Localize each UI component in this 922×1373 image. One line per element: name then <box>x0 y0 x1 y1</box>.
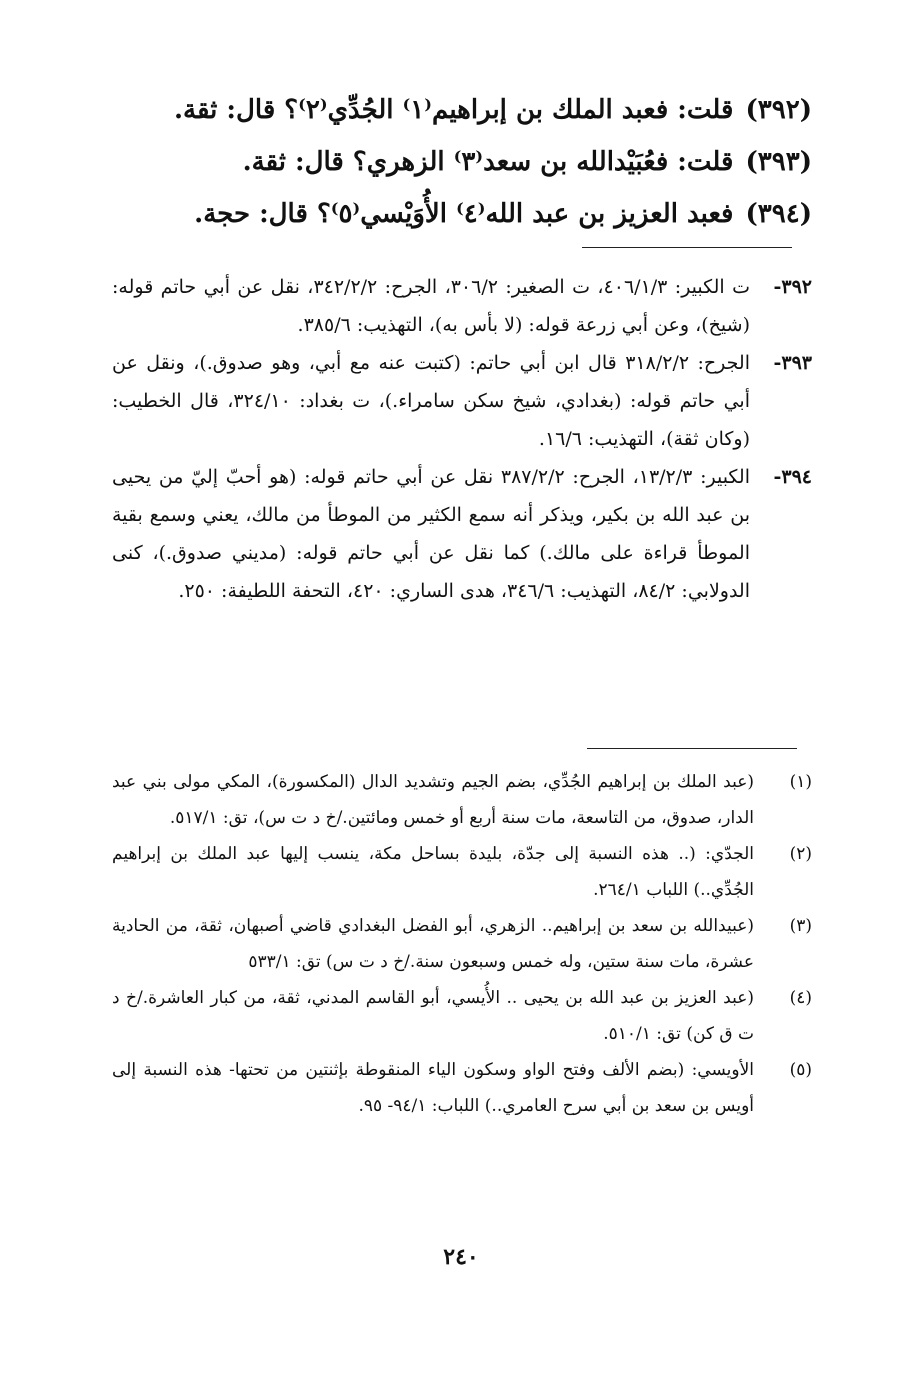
note-text: ت الكبير: ٤٠٦/١/٣، ت الصغير: ٣٠٦/٢، الجرح: ٣٤٢/٢/٢، نقل عن أبي حاتم قوله: (شيخ)، وعن أبي زرعة قوله: (لا بأس به)، التهذيب: ٣٨٥/٦. <box>112 276 750 336</box>
entry-number: (٣٩٢) <box>745 95 812 125</box>
note-392 <box>112 268 812 344</box>
entry-number: (٣٩٣) <box>745 147 812 177</box>
footnote-1 <box>112 764 812 836</box>
page-number: ٢٤٠ <box>443 1244 479 1270</box>
entry-text: قلت: فعُبَيْدالله بن سعد⁽٣⁾ الزهري؟ قال: ثقة. <box>242 147 734 177</box>
note-number: ٣٩٢- <box>773 276 812 298</box>
note-text: الجرح: ٣١٨/٢/٢ قال ابن أبي حاتم: (كتبت عنه مع أبي، وهو صدوق.)، ونقل عن أبي حاتم قوله: (بغدادي، شيخ سكن سامراء.)، ت بغداد: ٣٢٤/١٠، قال الخطيب: (وكان ثقة)، التهذيب: ١٦/٦. <box>112 352 751 450</box>
footnote-text: الأويسي: (بضم الألف وفتح الواو وسكون الياء المنقوطة بإثنتين من تحتها- هذه النسبة إلى أويس بن سعد بن أبي سرح العامري..) اللباب: ٩٤/١- ٩٥. <box>112 1060 754 1116</box>
footnote-text: (عبد العزيز بن عبد الله بن يحيى .. الأُيسي، أبو القاسم المدني، ثقة، من كبار العاشرة./خ د ت ق كن) تق: ٥١٠/١. <box>112 988 754 1044</box>
entry-393 <box>92 136 812 188</box>
note-394 <box>112 458 812 610</box>
footnote-text: (عبيدالله بن سعد بن إبراهيم.. الزهري، أبو الفضل البغدادي قاضي أصبهان، ثقة، من الحادية عشرة، مات سنة ستين، وله خمس وسبعون سنة./خ د ت س) تق: ٥٣٣/١ <box>112 916 754 972</box>
commentary-notes <box>112 268 812 610</box>
note-text: الكبير: ١٣/٢/٣، الجرح: ٣٨٧/٢/٢ نقل عن أبي حاتم قوله: (هو أحبّ إليّ من يحيى بن عبد الله بن بكير، ويذكر أنه سمع الكثير من الموطأ من مالك، يعني وسمع بقية الموطأ قراءة على مالك.) كما نقل عن أبي حاتم قوله: (مديني صدوق.)، كنى الدولابي: ٨٤/٢، التهذيب: ٣٤٦/٦، هدى الساري: ٤٢٠، التحفة اللطيفة: ٢٥٠. <box>112 466 750 602</box>
footnote-text: الجدّي: (.. هذه النسبة إلى جدّة، بليدة بساحل مكة، ينسب إليها عبد الملك بن إبراهيم الجُدِّي..) اللباب ٢٦٤/١. <box>112 844 754 900</box>
entry-text: فعبد العزيز بن عبد الله⁽٤⁾ الأُوَيْسي⁽٥⁾؟ قال: حجة. <box>194 199 734 229</box>
footnote-3 <box>112 908 812 980</box>
entry-number: (٣٩٤) <box>745 199 812 229</box>
footnote-number: (٣) <box>789 916 812 936</box>
entry-394 <box>92 188 812 240</box>
footnote-number: (٥) <box>789 1060 812 1080</box>
main-text <box>92 84 812 240</box>
footnote-2 <box>112 836 812 908</box>
note-number: ٣٩٣- <box>773 352 812 374</box>
footnote-number: (٢) <box>789 844 812 864</box>
note-393 <box>112 344 812 458</box>
footnote-4 <box>112 980 812 1052</box>
footnote-5 <box>112 1052 812 1124</box>
entry-text: قلت: فعبد الملك بن إبراهيم⁽١⁾ الجُدِّي⁽٢⁾؟ قال: ثقة. <box>173 95 734 125</box>
footnote-separator-rule <box>587 748 797 749</box>
footnote-number: (١) <box>789 772 812 792</box>
footnotes <box>112 764 812 1124</box>
separator-rule <box>582 247 792 248</box>
footnote-text: (عبد الملك بن إبراهيم الجُدِّي، بضم الجيم وتشديد الدال (المكسورة)، المكي مولى بني عبد الدار، صدوق، من التاسعة، مات سنة أربع أو خمس ومائتين./خ د ت س)، تق: ٥١٧/١. <box>112 772 754 828</box>
footnote-number: (٤) <box>789 988 812 1008</box>
note-number: ٣٩٤- <box>773 466 812 488</box>
entry-392 <box>92 84 812 136</box>
